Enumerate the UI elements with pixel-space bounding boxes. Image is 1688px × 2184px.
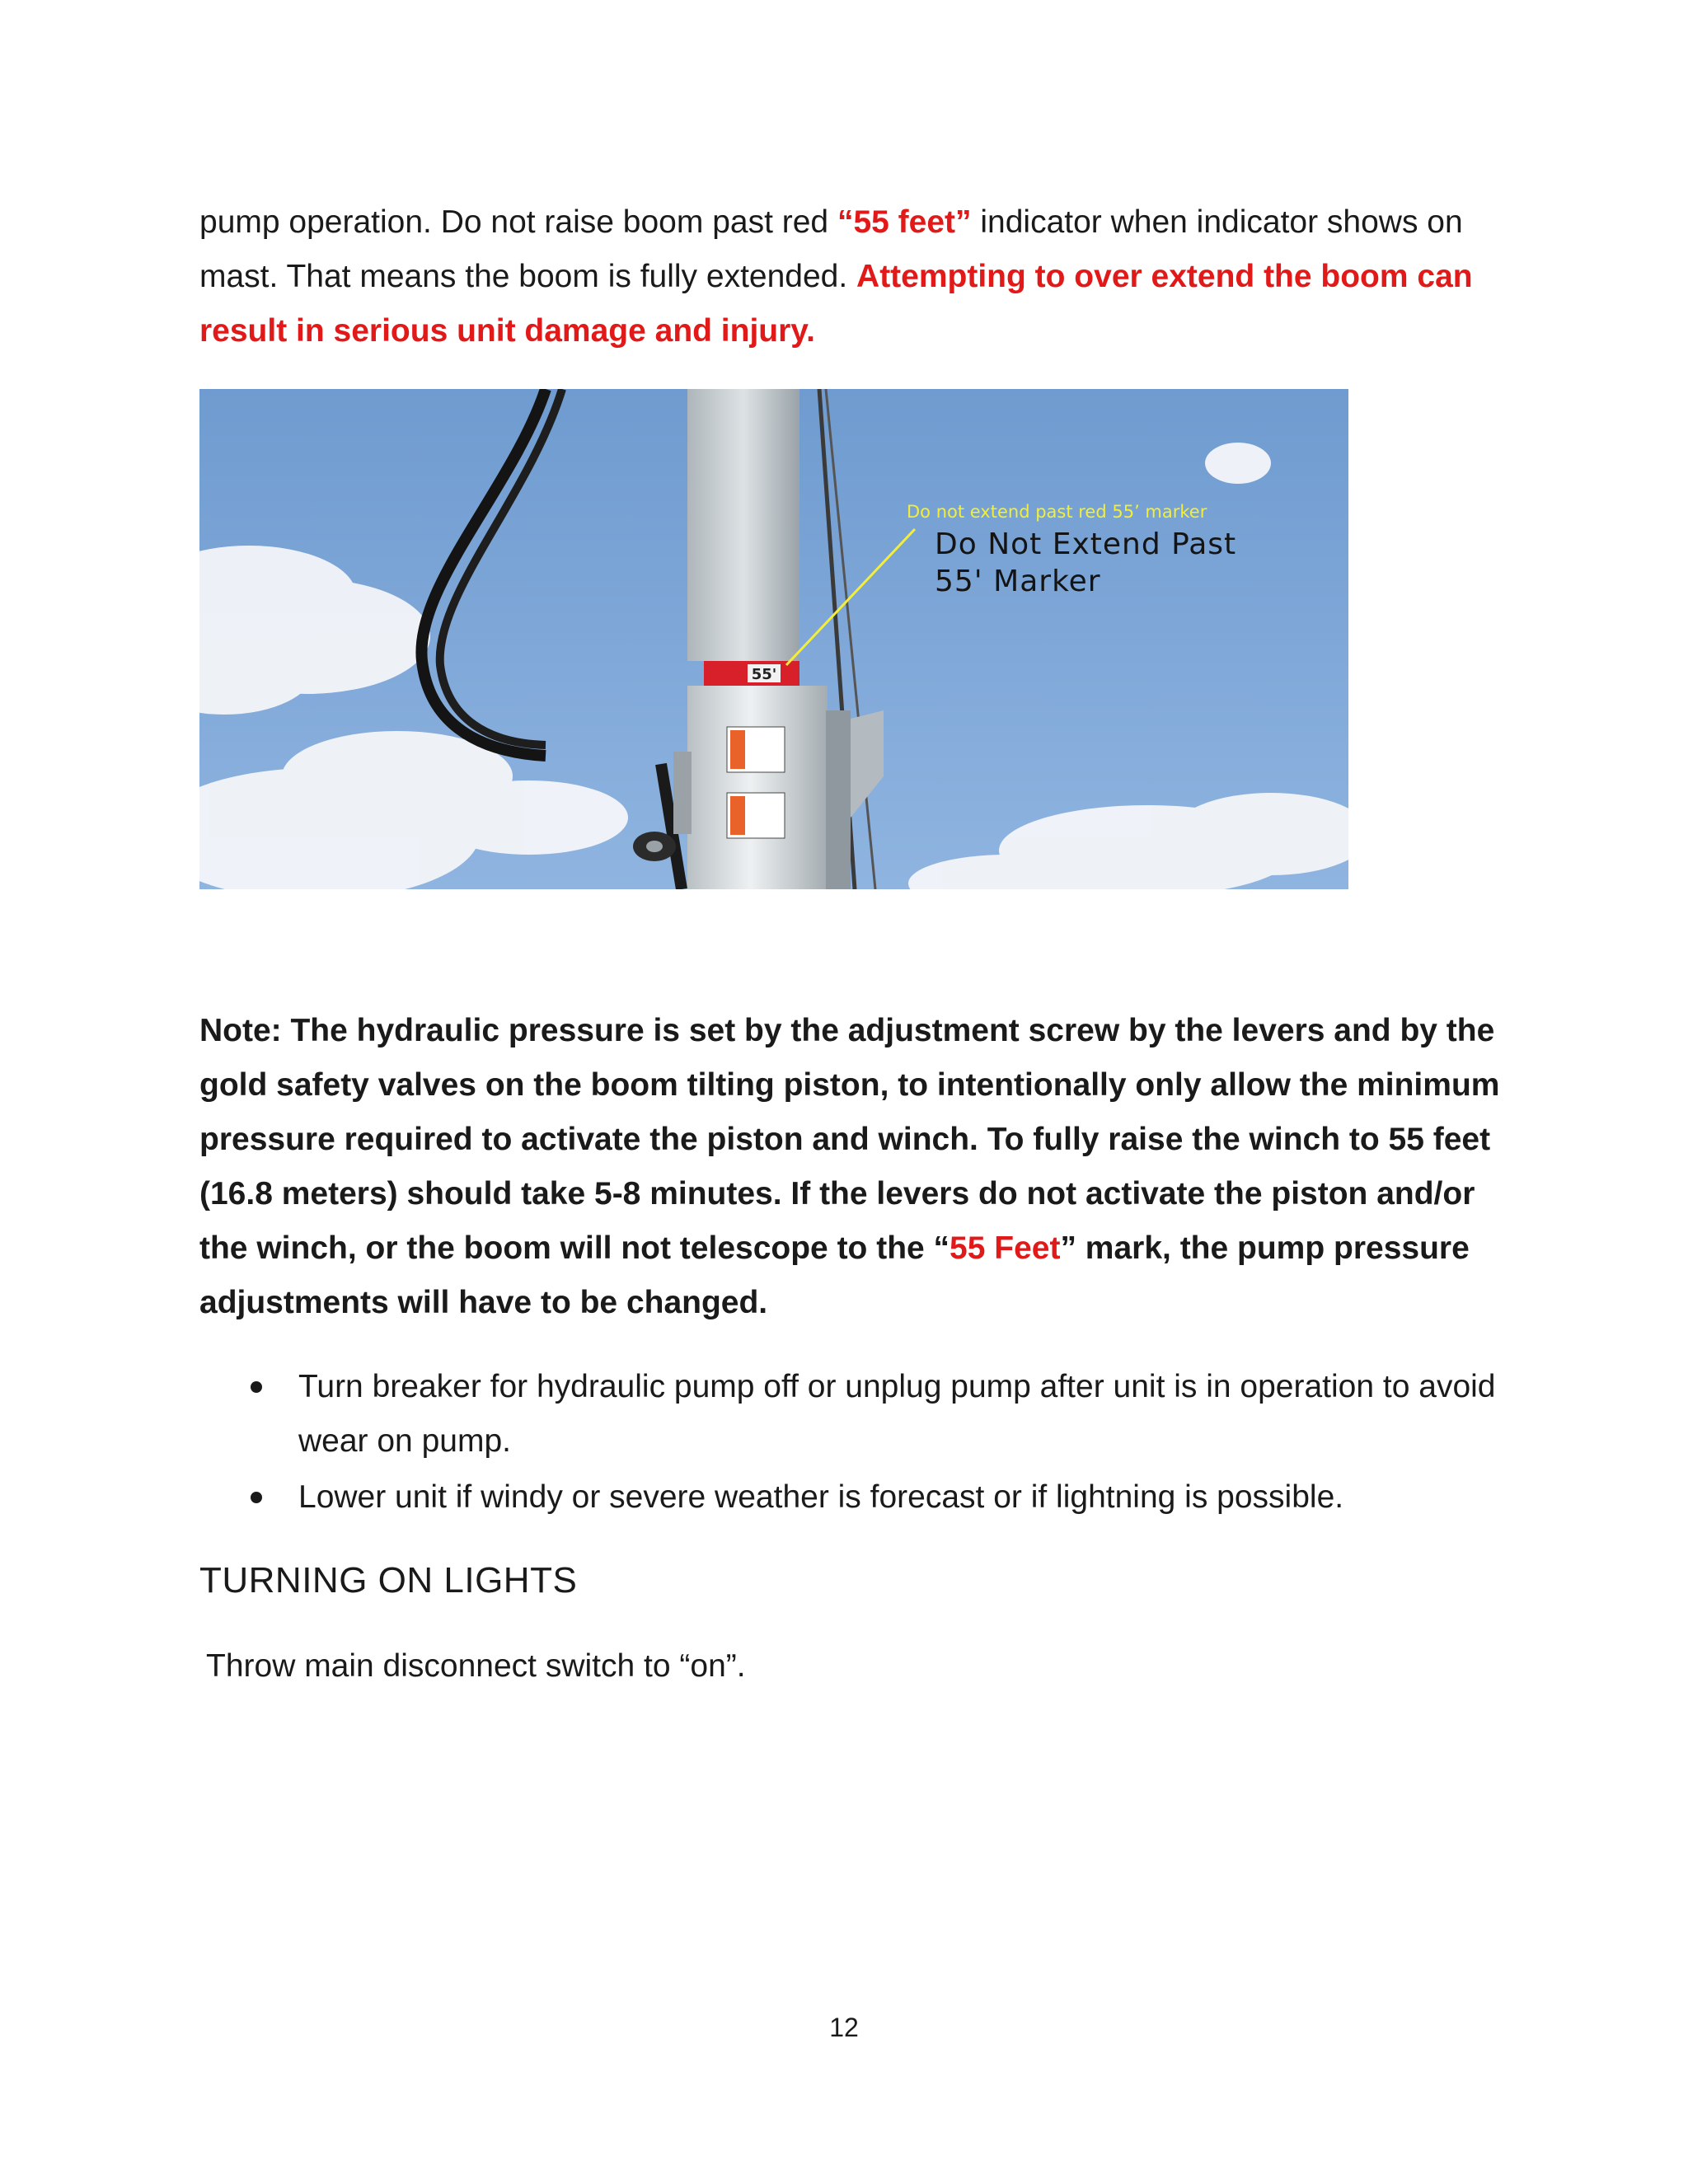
- note-text-part1: Note: The hydraulic pressure is set by the adjustment screw by the levers and by the gold safety valves on the boom tilting piston, to intentionally only allow the minimum pressure required to activate the piston and winch. To fully raise the winch to 55 feet (16.8 meters) should take 5-8 minutes. If the levers do not activate the piston and/or the winch, or the boom will not telescope to the “: [199, 1013, 1500, 1266]
- upper-mast: [687, 389, 799, 661]
- page-number: 12: [829, 2013, 859, 2042]
- instruction-bullet-list: [199, 1360, 1518, 1526]
- note-red-55-feet: 55 Feet: [950, 1230, 1061, 1266]
- note-text-part2: ” mark, the pump pressure adjustments will have to be changed.: [199, 1230, 1470, 1320]
- list-item: [199, 1360, 1518, 1469]
- list-item: [199, 1470, 1518, 1525]
- bullet-icon: [251, 1381, 262, 1393]
- callout-line-1: Do Not Extend Past: [935, 527, 1237, 561]
- marker-label: 55': [751, 666, 777, 683]
- bullet-text: Turn breaker for hydraulic pump off or unplug pump after unit is in operation to avoid wear on pump.: [298, 1369, 1496, 1459]
- boom-mast-photo: [199, 389, 1348, 889]
- intro-paragraph: [199, 195, 1502, 359]
- intro-text-part2: indicator when indicator shows on mast. That means the boom is fully extended.: [199, 204, 1463, 294]
- hydraulic-pressure-note: [199, 1004, 1502, 1330]
- lower-mast-sleeve: [687, 686, 828, 889]
- red-55-feet-marker-text: “55 feet”: [837, 204, 972, 240]
- bullet-icon: [251, 1492, 262, 1503]
- bullet-text: Lower unit if windy or severe weather is forecast or if lightning is possible.: [298, 1479, 1344, 1515]
- callout-small-text: Do not extend past red 55’ marker: [907, 502, 1207, 522]
- callout-line-2: 55' Marker: [935, 565, 1101, 598]
- over-extend-warning: Attempting to over extend the boom can result in serious unit damage and injury.: [199, 259, 1473, 349]
- disconnect-instruction: Throw main disconnect switch to “on”.: [206, 1648, 746, 1684]
- intro-text-part1: pump operation. Do not raise boom past red: [199, 204, 837, 240]
- section-heading: TURNING ON LIGHTS: [199, 1560, 578, 1601]
